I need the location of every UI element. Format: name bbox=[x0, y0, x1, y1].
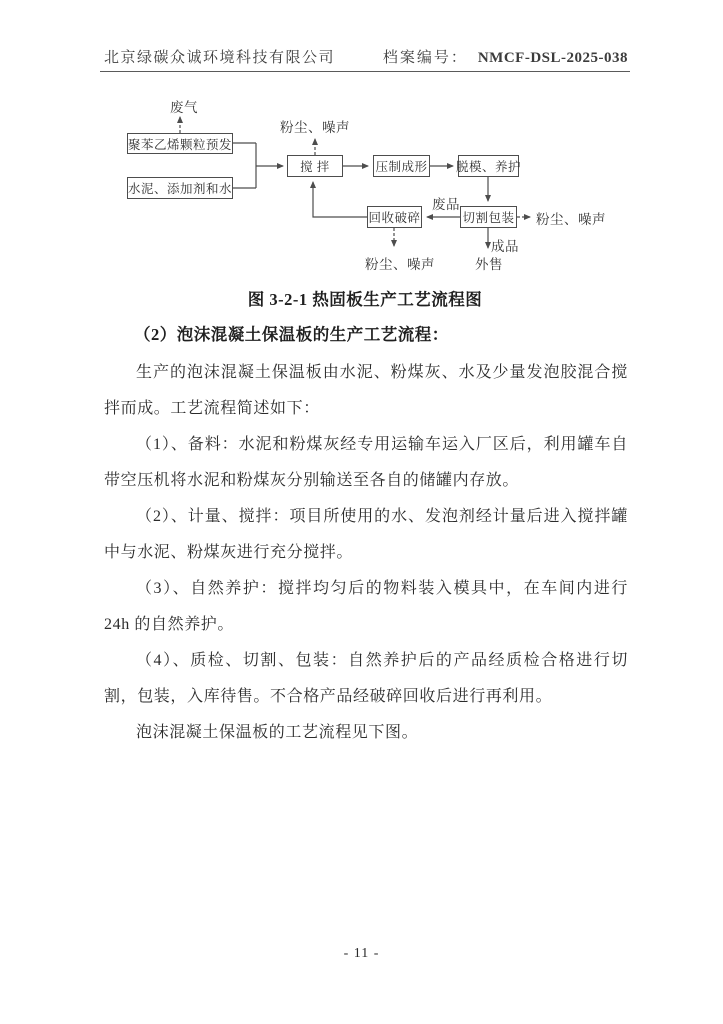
process-flow-diagram bbox=[100, 90, 630, 285]
doc-number-group bbox=[383, 46, 628, 67]
doc-number-label: 档案编号： bbox=[382, 50, 468, 66]
flow-box-mixing: 搅 拌 bbox=[287, 155, 343, 177]
header-divider bbox=[100, 71, 630, 72]
paragraph-closing: 泡沫混凝土保温板的工艺流程见下图。 bbox=[136, 724, 419, 741]
label-waste-product: 废品 bbox=[432, 197, 460, 212]
label-waste-gas: 废气 bbox=[170, 100, 198, 115]
company-name: 北京绿碳众诚环境科技有限公司 bbox=[104, 50, 336, 66]
label-dust-noise-recycle: 粉尘、噪声 bbox=[365, 257, 435, 272]
merge-connector bbox=[233, 143, 256, 188]
flow-box-demold-curing: 脱模、养护 bbox=[458, 155, 519, 177]
figure-caption: 图 3-2-1 热固板生产工艺流程图 bbox=[247, 290, 483, 309]
doc-number-value: NMCF-DSL-2025-038 bbox=[477, 50, 628, 66]
label-external-sale: 外售 bbox=[475, 257, 503, 272]
page-header bbox=[104, 46, 628, 67]
paragraph-step3: （3）、自然养护：搅拌均匀后的物料装入模具中，在车间内进行 24h 的自然养护。 bbox=[104, 580, 628, 633]
flow-box-recycle-crushing: 回收破碎 bbox=[367, 206, 422, 228]
body-text bbox=[104, 355, 628, 751]
paragraph-intro: 生产的泡沫混凝土保温板由水泥、粉煤灰、水及少量发泡胶混合搅拌而成。工艺流程简述如下： bbox=[104, 364, 628, 417]
label-dust-noise-cutting: 粉尘、噪声 bbox=[536, 212, 606, 227]
paragraph-step1: （1）、备料：水泥和粉煤灰经专用运输车运入厂区后，利用罐车自带空压机将水泥和粉煤灰分别输送至各自的储罐内存放。 bbox=[104, 436, 628, 489]
flow-box-pre-expansion: 聚苯乙烯颗粒预发 bbox=[127, 133, 233, 154]
flow-box-press-forming: 压制成形 bbox=[373, 155, 430, 177]
paragraph-step2: （2）、计量、搅拌：项目所使用的水、发泡剂经计量后进入搅拌罐中与水泥、粉煤灰进行充分搅拌。 bbox=[104, 508, 628, 561]
label-dust-noise-mixing: 粉尘、噪声 bbox=[280, 120, 350, 135]
flow-box-cement-additive-water: 水泥、添加剂和水 bbox=[127, 177, 233, 199]
section-heading: （2）泡沫混凝土保温板的生产工艺流程： bbox=[134, 325, 449, 344]
page-number: - 11 - bbox=[343, 946, 380, 961]
flow-box-cut-packaging: 切割包装 bbox=[460, 206, 517, 228]
label-finished-product: 成品 bbox=[491, 239, 519, 254]
paragraph-step4: （4）、质检、切割、包装：自然养护后的产品经质检合格进行切割，包装，入库待售。不合格产品经破碎回收后进行再利用。 bbox=[104, 652, 628, 705]
